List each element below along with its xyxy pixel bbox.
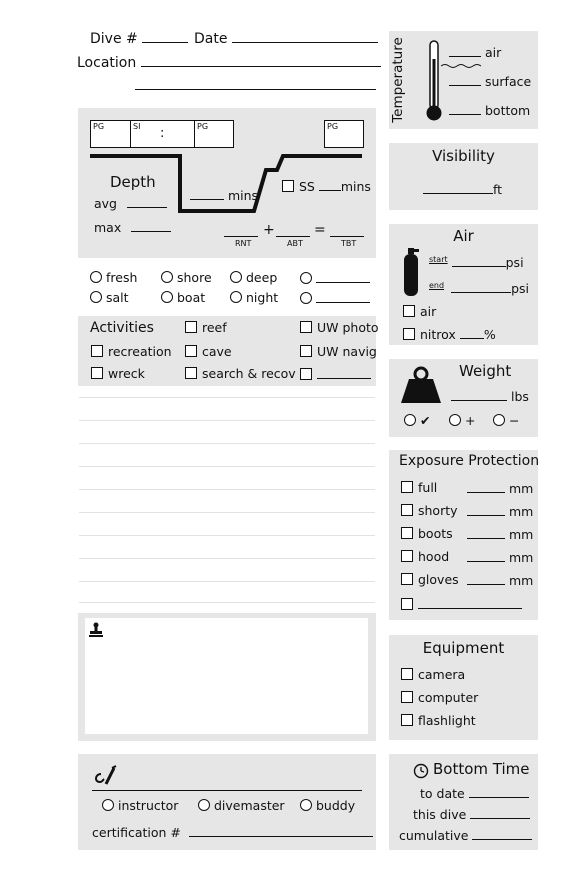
si-label: SI [133,122,141,131]
activity-custom[interactable] [300,366,371,382]
temperature-panel [389,31,538,129]
surface-temp-label: surface [484,74,532,89]
activity-wreck[interactable] [91,366,145,381]
activities-panel [78,316,379,386]
weight-icon [399,365,443,405]
notes-line[interactable] [79,512,375,513]
stamp-area[interactable] [85,618,368,734]
signer-instructor[interactable] [102,798,178,813]
depth-title: Depth [110,173,156,191]
surface-temp-line [449,73,481,86]
ss-line [319,178,341,191]
mm-label: mm [508,550,534,565]
deep-radio[interactable] [230,271,242,283]
pg-label: PG [327,122,339,131]
custom-line [316,290,370,303]
end-pressure-field[interactable] [429,280,529,296]
dive-profile-panel [78,108,376,258]
visibility-title: Visibility [432,147,495,165]
signature-panel [78,754,376,850]
cave-label: cave [202,344,232,359]
visibility-panel [389,143,538,210]
custom-line [316,270,370,283]
to-date-field[interactable] [420,785,529,801]
air-temp-label: air [484,45,502,60]
mm-line [467,480,505,493]
exposure-shorty[interactable] [401,503,458,518]
mm-label: mm [508,527,534,542]
signature-icon [92,764,120,788]
weight-title: Weight [459,362,512,380]
uw-navig-label: UW navig [317,344,377,359]
weight-more-option[interactable] [449,413,475,428]
equipment-computer[interactable] [401,690,478,705]
gas-nitrox-option[interactable] [403,326,496,342]
psi-label: psi [505,255,524,270]
check-icon: ✔ [420,413,431,428]
signer-divemaster[interactable] [198,798,285,813]
equipment-flashlight[interactable] [401,713,476,728]
max-line [131,219,171,232]
notes-line[interactable] [79,397,375,398]
ss-label: SS [299,179,315,194]
weight-less-option[interactable] [493,413,519,428]
equals-sign: = [314,222,326,238]
bottom-time-panel [389,754,538,850]
date-field[interactable] [194,30,378,47]
mm-label: mm [508,573,534,588]
wreck-checkbox[interactable] [91,367,103,379]
cave-checkbox[interactable] [185,345,197,357]
wreck-label: wreck [108,366,145,381]
equipment-title: Equipment [422,639,505,657]
hood-label: hood [418,549,450,564]
visibility-unit: ft [493,182,503,197]
certification-field[interactable] [92,824,373,840]
mins-line [190,187,224,200]
air-temp-line [449,44,481,57]
activity-uw-photo[interactable] [300,320,379,335]
weight-unit: lbs [510,389,529,404]
activity-reef[interactable] [185,320,227,335]
salt-label: salt [106,290,129,305]
location-field[interactable] [77,54,381,71]
air-checkbox[interactable] [403,305,415,317]
deep-label: deep [246,270,278,285]
weight-ok-radio[interactable] [404,414,416,426]
mins-label: mins [227,188,259,203]
rnt-line[interactable] [224,236,258,237]
tbt-line[interactable] [330,236,364,237]
shorty-label: shorty [418,503,458,518]
full-label: full [418,480,438,495]
notes-line[interactable] [79,535,375,536]
boots-checkbox[interactable] [401,527,413,539]
to-date-label: to date [420,786,465,801]
exposure-panel [389,450,538,620]
camera-label: camera [418,667,466,682]
air-title: Air [453,227,474,245]
flashlight-label: flashlight [418,713,476,728]
mm-line [467,503,505,516]
night-radio[interactable] [230,291,242,303]
temperature-title: Temperature [390,37,406,123]
plus-sign: + [263,222,275,238]
instructor-radio[interactable] [102,799,114,811]
avg-label: avg [94,196,117,211]
buddy-label: buddy [316,798,356,813]
activity-recreation[interactable] [91,344,172,359]
option-salt[interactable] [90,290,129,305]
mm-line [467,572,505,585]
notes-line[interactable] [79,581,375,582]
rnt-label: RNT [235,239,252,248]
air-tank-icon [401,246,421,298]
mm-line [467,549,505,562]
mm-label: mm [508,481,534,496]
instructor-label: instructor [118,798,179,813]
location-line-2[interactable] [135,89,376,90]
option-deep[interactable] [230,270,277,285]
night-label: night [246,290,279,305]
abt-label: ABT [287,239,303,248]
camera-checkbox[interactable] [401,668,413,680]
bottom-time-mins-field[interactable] [190,187,258,203]
end-label: end [429,281,445,290]
option-night[interactable] [230,290,278,305]
custom-line [418,596,522,609]
visibility-field[interactable] [423,181,502,197]
activity-search-recov[interactable] [185,366,296,381]
boat-label: boat [177,290,206,305]
uw-photo-label: UW photo [317,320,379,335]
end-line [451,280,511,293]
reef-checkbox[interactable] [185,321,197,333]
visibility-line [423,181,493,194]
this-dive-line [470,806,530,819]
this-dive-label: this dive [413,807,467,822]
tbt-label: TBT [341,239,357,248]
option-shore[interactable] [161,270,212,285]
gas-air-option[interactable] [403,304,436,319]
signer-buddy[interactable] [300,798,355,813]
custom-line [317,366,371,379]
avg-line [127,195,167,208]
start-line [452,254,506,267]
mm-line [467,526,505,539]
bottom-temp-label: bottom [484,103,531,118]
safety-stop-field[interactable] [282,178,371,194]
shore-label: shore [177,270,212,285]
weight-more-radio[interactable] [449,414,461,426]
exposure-gloves[interactable] [401,572,459,587]
nitrox-label: nitrox [420,327,456,342]
option-custom-2[interactable] [300,290,370,306]
divemaster-label: divemaster [214,798,285,813]
stamp-panel [78,613,376,741]
pg-label: PG [93,122,105,131]
buddy-radio[interactable] [300,799,312,811]
notes-line[interactable] [79,443,375,444]
notes-line[interactable] [79,466,375,467]
psi-label: psi [511,281,529,296]
divemaster-radio[interactable] [198,799,210,811]
full-mm-field[interactable] [467,480,533,496]
uw-photo-checkbox[interactable] [300,321,312,333]
dive-number-field[interactable] [90,30,188,47]
weight-field[interactable] [451,388,529,404]
shore-radio[interactable] [161,271,173,283]
fresh-radio[interactable] [90,271,102,283]
date-line [232,30,378,43]
option-custom-1[interactable] [300,270,370,286]
start-pressure-field[interactable] [429,254,524,270]
activity-uw-navig[interactable] [300,344,377,359]
gloves-mm-field[interactable] [467,572,533,588]
notes-line[interactable] [79,420,375,421]
activities-title: Activities [90,320,154,336]
gloves-checkbox[interactable] [401,573,413,585]
flashlight-checkbox[interactable] [401,714,413,726]
computer-checkbox[interactable] [401,691,413,703]
reef-label: reef [202,320,227,335]
percent-label: % [483,327,496,342]
cumulative-field[interactable] [399,827,532,843]
surface-temp-field[interactable] [449,73,531,89]
air-panel [389,224,538,345]
equipment-panel [389,635,538,740]
bottom-time-title: Bottom Time [433,760,530,778]
location-label: Location [77,55,137,71]
mins-label: mins [340,179,371,194]
start-label: start [429,255,448,264]
boots-mm-field[interactable] [467,526,533,542]
cumulative-line [472,827,532,840]
mm-label: mm [508,504,534,519]
shorty-mm-field[interactable] [467,503,533,519]
location-line [141,54,381,67]
weight-panel [389,359,538,437]
custom-checkbox[interactable] [300,368,312,380]
exposure-full[interactable] [401,480,437,495]
si-colon: : [160,126,165,141]
boots-label: boots [418,526,453,541]
gloves-label: gloves [418,572,459,587]
notes-line[interactable] [79,558,375,559]
equipment-camera[interactable] [401,667,465,682]
exposure-title: Exposure Protection [399,453,540,469]
exposure-custom[interactable] [401,596,522,612]
pg-label: PG [197,122,209,131]
avg-depth-field[interactable] [94,195,167,211]
notes-line[interactable] [79,489,375,490]
hood-mm-field[interactable] [467,549,533,565]
air-temp-field[interactable] [449,44,501,60]
custom-radio[interactable] [300,272,312,284]
option-fresh[interactable] [90,270,137,285]
bottom-temp-line [449,102,481,115]
max-label: max [94,220,122,235]
weight-line [451,388,507,401]
notes-line[interactable] [79,602,375,603]
this-dive-field[interactable] [413,806,530,822]
custom-radio[interactable] [300,292,312,304]
plus-icon: + [465,413,476,428]
dive-number-label: Dive # [90,31,138,47]
bottom-temp-field[interactable] [449,102,530,118]
boat-radio[interactable] [161,291,173,303]
fresh-label: fresh [106,270,138,285]
max-depth-field[interactable] [94,219,171,235]
search-recov-checkbox[interactable] [185,367,197,379]
clock-icon [413,763,429,779]
certification-label: certification # [92,825,181,840]
signature-line[interactable] [92,790,362,791]
search-recov-label: search & recov [202,366,296,381]
abt-line[interactable] [276,236,310,237]
dive-number-line [142,30,188,43]
safety-stop-checkbox[interactable] [282,180,294,192]
cumulative-label: cumulative [399,828,469,843]
weight-less-radio[interactable] [493,414,505,426]
option-boat[interactable] [161,290,205,305]
salt-radio[interactable] [90,291,102,303]
nitrox-checkbox[interactable] [403,328,415,340]
shorty-checkbox[interactable] [401,504,413,516]
uw-navig-checkbox[interactable] [300,345,312,357]
nitrox-line [460,326,484,339]
weight-ok-option[interactable] [404,413,430,428]
activity-cave[interactable] [185,344,232,359]
recreation-checkbox[interactable] [91,345,103,357]
certification-line [189,824,373,837]
minus-icon: − [509,413,520,428]
air-option-label: air [420,304,437,319]
exposure-boots[interactable] [401,526,453,541]
full-checkbox[interactable] [401,481,413,493]
to-date-line [469,785,529,798]
date-label: Date [194,31,228,47]
stamp-icon [88,622,104,638]
recreation-label: recreation [108,344,172,359]
computer-label: computer [418,690,479,705]
custom-checkbox[interactable] [401,598,413,610]
hood-checkbox[interactable] [401,550,413,562]
exposure-hood[interactable] [401,549,449,564]
